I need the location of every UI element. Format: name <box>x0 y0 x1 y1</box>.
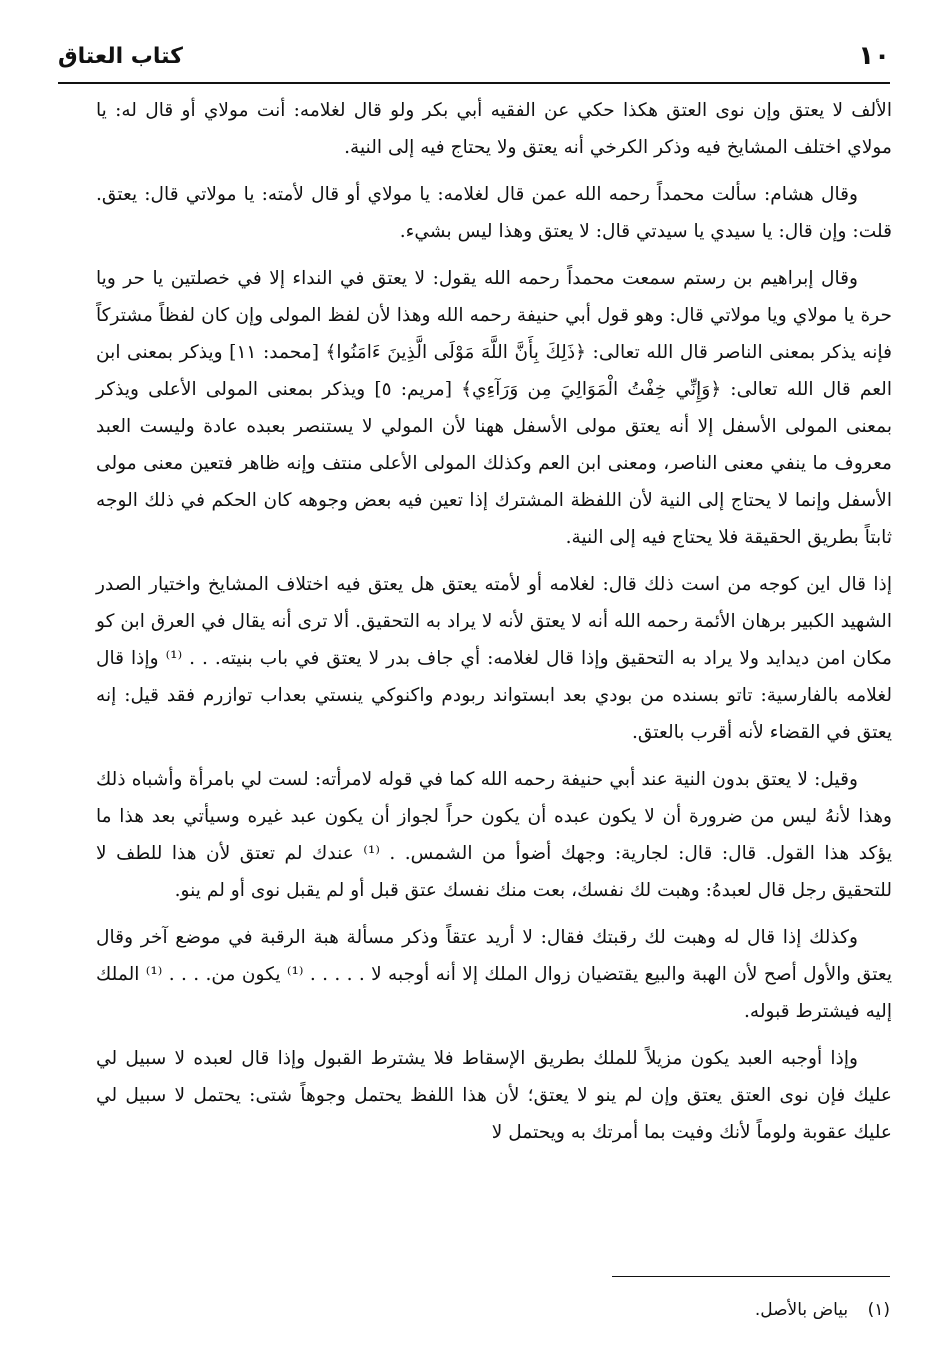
main-text <box>96 92 892 1161</box>
paragraph: وكذلك إذا قال له وهبت لك رقبتك فقال: لا أريد عتقاً وذكر مسألة هبة الرقبة في موضع آخر وقال يعتق والأول أصح لأن الهبة والبيع يقتضيان زوال الملك إلا أنه أوجبه لا . . . . . ⁽¹⁾ يكون من. . . . ⁽¹⁾ الملك إليه فيشترط قبوله. <box>96 927 893 1022</box>
page-header <box>58 30 890 84</box>
footnote-number: (١) <box>867 1300 890 1320</box>
book-title: كتاب العتاق <box>58 43 183 69</box>
page-number: ١٠ <box>858 41 890 71</box>
paragraph: وقال هشام: سألت محمداً رحمه الله عمن قال لغلامه: يا مولاي أو قال لأمته: يا مولاتي قال: يعتق. قلت: وإن قال: يا سيدي يا سيدتي قال: لا يعتق وهذا ليس بشيء. <box>96 184 892 242</box>
paragraph: وإذا أوجبه العبد يكون مزيلاً للملك بطريق الإسقاط فلا يشترط القبول وإذا قال لعبده لا سبيل لي عليك فإن نوى العتق يعتق وإن لم ينو لا يعتق؛ لأن هذا اللفظ يحتمل وجوهاً شتى: يحتمل لا سبيل لي عليك عقوبة ولوماً لأنك وفيت بما أمرتك به ويحتمل لا <box>96 1048 892 1143</box>
footnote-divider <box>612 1276 890 1277</box>
footnote <box>755 1296 890 1324</box>
footnote-text: بياض بالأصل. <box>754 1300 849 1320</box>
paragraph: الألف لا يعتق وإن نوى العتق هكذا حكي عن الفقيه أبي بكر ولو قال لغلامه: أنت مولاي أو قال له: يا مولاي اختلف المشايخ فيه وذكر الكرخي أنه يعتق ولا يحتاج فيه إلى النية. <box>96 100 892 158</box>
paragraph: وقال إبراهيم بن رستم سمعت محمداً رحمه الله يقول: لا يعتق في النداء إلا في خصلتين يا حر ويا حرة يا مولاي ويا مولاتي قال: وهو قول أبي حنيفة رحمه الله وهذا لأن لفظ المولى وإن كان لفظاً مشتركاً فإنه يذكر بمعنى الناصر قال الله تعالى: ﴿ذَلِكَ بِأَنَّ اللَّهَ مَوْلَى الَّذِينَ ءَامَنُوا﴾ [محمد: ١١] ويذكر بمعنى ابن العم قال الله تعالى: ﴿وَإِنِّي خِفْتُ الْمَوَالِيَ مِن وَرَآءِي﴾ [مريم: ٥] ويذكر بمعنى المولى الأعلى ويذكر بمعنى المولى الأسفل إلا أنه يعتق مولى الأسفل ههنا لأن المولي لا يستنصر بعبده عادة وليست العبد معروف ما ينفي معنى الناصر، ومعنى ابن العم وكذلك المولى الأعلى منتف وإنه ظاهر فتعين معنى مولى الأسفل وإنما لا يحتاج إلى النية لأن اللفظة المشترك إذا تعين فيه بعض وجوهه كان الحكم في ذلك الوجه ثابتاً بطريق الحقيقة فلا يحتاج فيه إلى النية. <box>96 268 893 548</box>
paragraph: إذا قال اين كوجه من است ذلك قال: لغلامه أو لأمته يعتق هل يعتق فيه اختلاف المشايخ واختيار الصدر الشهيد الكبير برهان الأئمة رحمه الله أنه لا يعتق لأنه لا يراد به التحقيق. ألا ترى أنه يقال في العرق ابن كو مكان امن ديدايد ولا يراد به التحقيق وإذا قال لغلامه: أي جاف بدر لا يعتق في باب بنيته. . . ⁽¹⁾ وإذا قال لغلامه بالفارسية: تاتو بسنده من بودي بعد ابستواند ربودم واكنوكي ينستي بعداب توازرم فقد قيل: إنه يعتق في القضاء لأنه أقرب بالعتق. <box>96 574 892 743</box>
paragraph: وقيل: لا يعتق بدون النية عند أبي حنيفة رحمه الله كما في قوله لامرأته: لست لي بامرأة وأشباه ذلك وهذا لأنهُ ليس من ضرورة أن لا يكون عبده أن يكون حراً لجواز أن يكون عبد غيره وسيأتي بعد هذا ما يؤكد هذا القول. قال: قال: لجارية: وجهك أضوأ من الشمس. . ⁽¹⁾ عندك لم تعتق لأن هذا للطف لا للتحقيق رجل قال لعبدهُ: وهبت لك نفسك، بعت منك نفسك عتق قبل أو لم يقبل نوى أو لم ينو. <box>96 769 893 901</box>
